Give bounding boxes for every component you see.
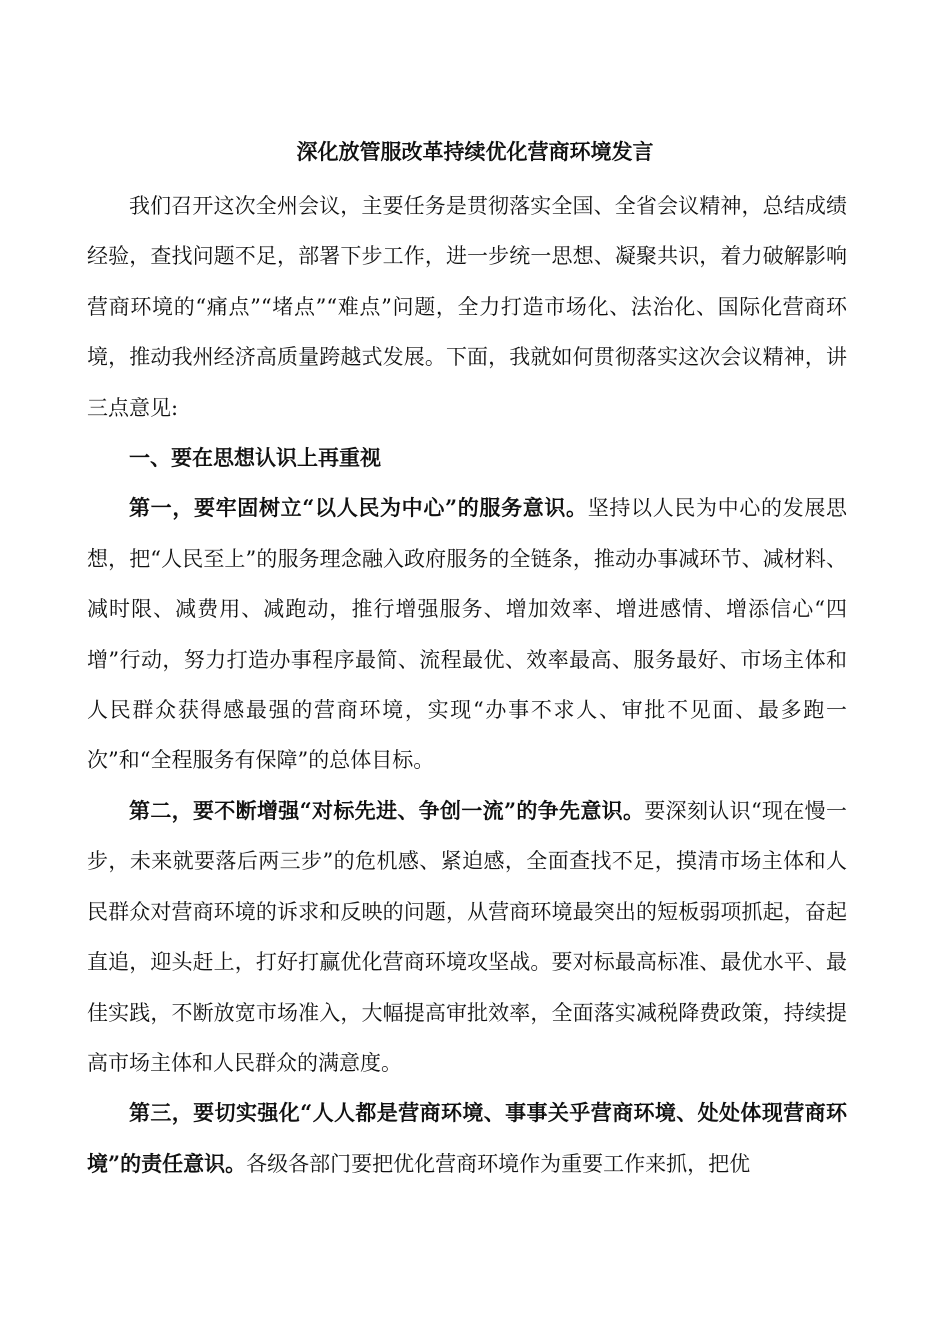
paragraph-second-text: 要深刻认识“现在慢一步，未来就要落后两三步”的危机感、紧迫感，全面查找不足，摸清市场主体和人民群众对营商环境的诉求和反映的问题，从营商环境最突出的短板弱项抓起，奋起直追，迎头赶上，打好打赢优化营商环境攻坚战。要对标最高标准、最优水平、最佳实践，不断放宽市场准入，大幅提高审批效率，全面落实减税降费政策，持续提高市场主体和人民群众的满意度。 — [87, 798, 847, 1075]
intro-paragraph: 我们召开这次全州会议，主要任务是贯彻落实全国、全省会议精神，总结成绩经验，查找问题不足，部署下步工作，进一步统一思想、凝聚共识，着力破解影响营商环境的“痛点”“堵点”“难点”问题，全力打造市场化、法治化、国际化营商环境，推动我州经济高质量跨越式发展。下面，我就如何贯彻落实这次会议精神，讲三点意见: — [87, 194, 847, 420]
paragraph-second-lead: 第二，要不断增强“对标先进、争创一流”的争先意识。 — [129, 797, 645, 823]
section-heading-1: 一、要在思想认识上再重视 — [129, 445, 381, 471]
document-body — [87, 181, 847, 1189]
paragraph-first-text: 坚持以人民为中心的发展思想，把“人民至上”的服务理念融入政府服务的全链条，推动办事减环节、减材料、减时限、减费用、减跑动，推行增强服务、增加效率、增进感情、增添信心“四增”行动，努力打造办事程序最简、流程最优、效率最高、服务最好、市场主体和人民群众获得感最强的营商环境，实现“办事不求人、审批不见面、最多跑一次”和“全程服务有保障”的总体目标。 — [87, 496, 847, 773]
paragraph-third-text: 各级各部门要把优化营商环境作为重要工作来抓，把优 — [246, 1151, 751, 1176]
paragraph-second — [87, 786, 847, 1088]
paragraph-first-lead: 第一，要牢固树立“以人民为中心”的服务意识。 — [129, 495, 588, 521]
paragraph-third — [87, 1088, 847, 1189]
paragraph-third-lead: 第三，要切实强化“人人都是营商环境、事事关乎营商环境、处处体现营商环境”的责任意识。 — [87, 1100, 847, 1176]
paragraph-first — [87, 483, 847, 785]
document-title: 深化放管服改革持续优化营商环境发言 — [296, 139, 654, 164]
